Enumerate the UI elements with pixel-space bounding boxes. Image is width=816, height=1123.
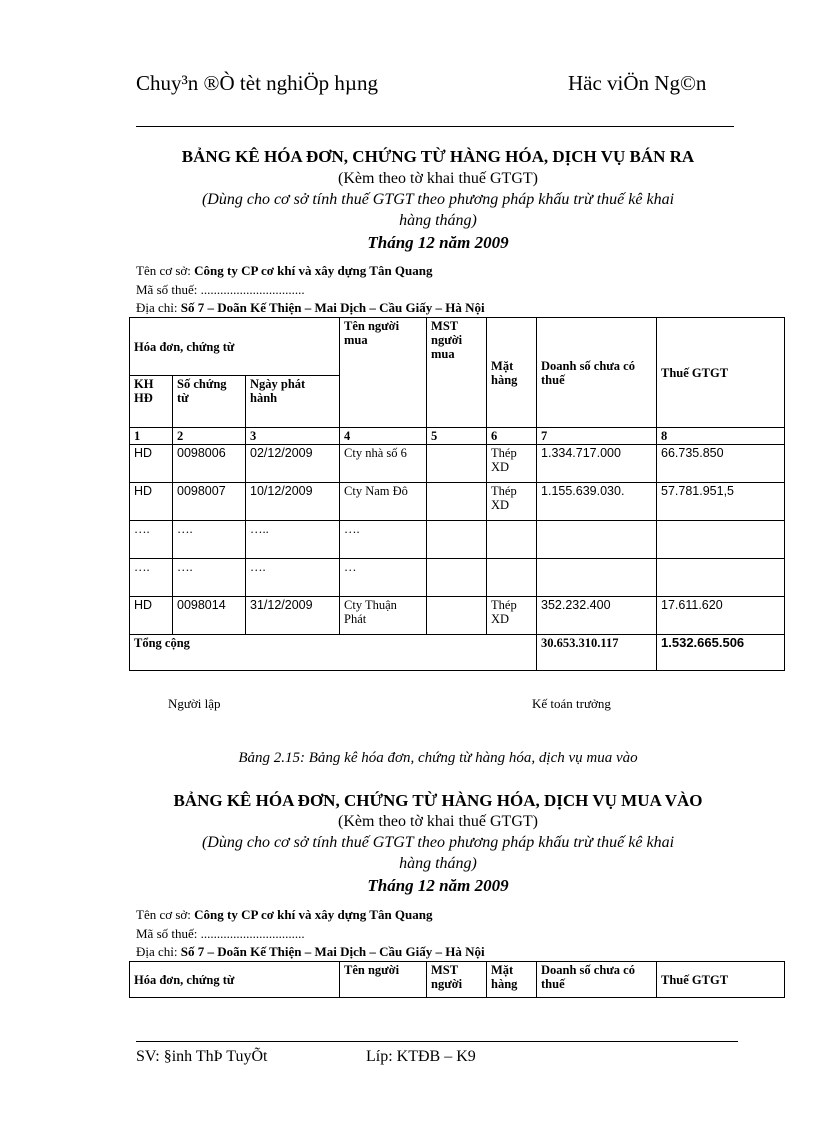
cell-revenue: 1.334.717.000 [537, 445, 657, 483]
footer-class: Líp: KTĐB – K9 [366, 1048, 476, 1065]
cell-date: 10/12/2009 [246, 483, 340, 521]
header-buyer: Tên người [340, 962, 427, 998]
tax-code-label: Mã số thuế: [136, 926, 198, 941]
column-number: 6 [487, 428, 537, 445]
cell-number: 0098006 [173, 445, 246, 483]
cell-number: 0098014 [173, 597, 246, 635]
column-number: 4 [340, 428, 427, 445]
cell-series: HD [130, 597, 173, 635]
cell-vat: 17.611.620 [657, 597, 785, 635]
table-row [130, 559, 785, 597]
table-row [130, 483, 785, 521]
cell-buyer: Cty Thuận Phát [340, 597, 427, 635]
address-label: Địa chỉ: [136, 300, 178, 315]
header-revenue: Doanh số chưa có thuế [537, 318, 657, 428]
cell-item [487, 521, 537, 559]
section2-company-line [136, 908, 433, 922]
cell-vat: 66.735.850 [657, 445, 785, 483]
cell-series: HD [130, 483, 173, 521]
cell-tax-code [427, 521, 487, 559]
address-label: Địa chỉ: [136, 944, 178, 959]
section2-note-line2: hàng tháng) [399, 855, 477, 872]
cell-date: ….. [246, 521, 340, 559]
cell-item: Thép XD [487, 597, 537, 635]
cell-revenue: 1.155.639.030. [537, 483, 657, 521]
table-row [130, 597, 785, 635]
cell-revenue [537, 559, 657, 597]
cell-vat [657, 559, 785, 597]
signer-preparer: Người lập [168, 696, 221, 711]
cell-vat [657, 521, 785, 559]
cell-series: HD [130, 445, 173, 483]
section2-note-line1: (Dùng cho cơ sở tính thuế GTGT theo phương pháp khấu trừ thuế kê khai [201, 834, 675, 851]
section2-tax-line [136, 927, 305, 941]
section2-title: BẢNG KÊ HÓA ĐƠN, CHỨNG TỪ HÀNG HÓA, DỊCH VỤ MUA VÀO [173, 791, 703, 810]
total-revenue: 30.653.310.117 [537, 635, 657, 671]
column-number: 7 [537, 428, 657, 445]
cell-date: …. [246, 559, 340, 597]
header-divider [136, 126, 734, 127]
cell-vat: 57.781.951,5 [657, 483, 785, 521]
tax-code-value: ................................ [200, 282, 305, 297]
table-row [130, 445, 785, 483]
section1-title: BẢNG KÊ HÓA ĐƠN, CHỨNG TỪ HÀNG HÓA, DỊCH VỤ BÁN RA [181, 147, 695, 166]
header-issue-date: Ngày phát hành [246, 376, 340, 428]
cell-buyer: Cty nhà số 6 [340, 445, 427, 483]
cell-number: …. [173, 521, 246, 559]
signer-chief-accountant: Kế toán trưởng [532, 696, 611, 711]
total-label: Tổng cộng [130, 635, 537, 671]
tax-code-label: Mã số thuế: [136, 282, 198, 297]
cell-tax-code [427, 483, 487, 521]
header-invoice: Hóa đơn, chứng từ [130, 318, 340, 376]
header-buyer-tax-code: MST người [427, 962, 487, 998]
column-number: 8 [657, 428, 785, 445]
header-vat: Thuế GTGT [657, 318, 785, 428]
column-number: 2 [173, 428, 246, 445]
company-name-value: Công ty CP cơ khí và xây dựng Tân Quang [194, 907, 433, 922]
section1-note-line2: hàng tháng) [399, 212, 477, 229]
section1-month: Tháng 12 năm 2009 [367, 233, 509, 252]
table-row [130, 521, 785, 559]
cell-buyer: … [340, 559, 427, 597]
total-row [130, 635, 785, 671]
section1-company-line [136, 264, 433, 278]
section1-address-line [136, 301, 485, 315]
cell-buyer: …. [340, 521, 427, 559]
company-name-label: Tên cơ sở: [136, 907, 191, 922]
section1-tax-line [136, 283, 305, 297]
cell-tax-code [427, 559, 487, 597]
cell-number: 0098007 [173, 483, 246, 521]
cell-revenue: 352.232.400 [537, 597, 657, 635]
company-name-value: Công ty CP cơ khí và xây dựng Tân Quang [194, 263, 433, 278]
header-document-number: Số chứng từ [173, 376, 246, 428]
header-item: Mặt hàng [487, 318, 537, 428]
tax-code-value: ................................ [200, 926, 305, 941]
section2-month: Tháng 12 năm 2009 [367, 876, 509, 895]
column-number: 1 [130, 428, 173, 445]
purchase-invoice-table [129, 961, 785, 998]
header-revenue: Doanh số chưa có thuế [537, 962, 657, 998]
header-buyer: Tên người mua [340, 318, 427, 428]
cell-item [487, 559, 537, 597]
cell-item: Thép XD [487, 445, 537, 483]
section2-address-line [136, 945, 485, 959]
cell-series: …. [130, 559, 173, 597]
header-vat: Thuế GTGT [657, 962, 785, 998]
address-value: Số 7 – Doãn Kế Thiện – Mai Dịch – Cầu Giấy – Hà Nội [180, 300, 485, 315]
cell-item: Thép XD [487, 483, 537, 521]
address-value: Số 7 – Doãn Kế Thiện – Mai Dịch – Cầu Giấy – Hà Nội [180, 944, 485, 959]
footer-divider [136, 1041, 738, 1042]
cell-number: …. [173, 559, 246, 597]
page-header-right: Häc viÖn Ng©n [568, 71, 707, 95]
company-name-label: Tên cơ sở: [136, 263, 191, 278]
section1-note-line1: (Dùng cho cơ sở tính thuế GTGT theo phương pháp khấu trừ thuế kê khai [201, 191, 675, 208]
section2-subtitle: (Kèm theo tờ khai thuế GTGT) [338, 813, 538, 830]
header-invoice: Hóa đơn, chứng từ [130, 962, 340, 998]
header-buyer-tax-code: MST người mua [427, 318, 487, 428]
total-vat: 1.532.665.506 [657, 635, 785, 671]
table-caption: Bảng 2.15: Bảng kê hóa đơn, chứng từ hàng hóa, dịch vụ mua vào [238, 750, 638, 766]
column-number: 3 [246, 428, 340, 445]
header-item: Mặt hàng [487, 962, 537, 998]
section1-subtitle: (Kèm theo tờ khai thuế GTGT) [338, 170, 538, 187]
sales-invoice-table [129, 317, 785, 671]
header-invoice-series: KH HĐ [130, 376, 173, 428]
column-number: 5 [427, 428, 487, 445]
cell-revenue [537, 521, 657, 559]
page-header-left: Chuy³n ®Ò tèt nghiÖp hµng [136, 71, 379, 95]
cell-tax-code [427, 597, 487, 635]
cell-series: …. [130, 521, 173, 559]
cell-date: 02/12/2009 [246, 445, 340, 483]
cell-tax-code [427, 445, 487, 483]
cell-date: 31/12/2009 [246, 597, 340, 635]
footer-student: SV: §inh ThÞ TuyÕt [136, 1048, 268, 1065]
cell-buyer: Cty Nam Đô [340, 483, 427, 521]
